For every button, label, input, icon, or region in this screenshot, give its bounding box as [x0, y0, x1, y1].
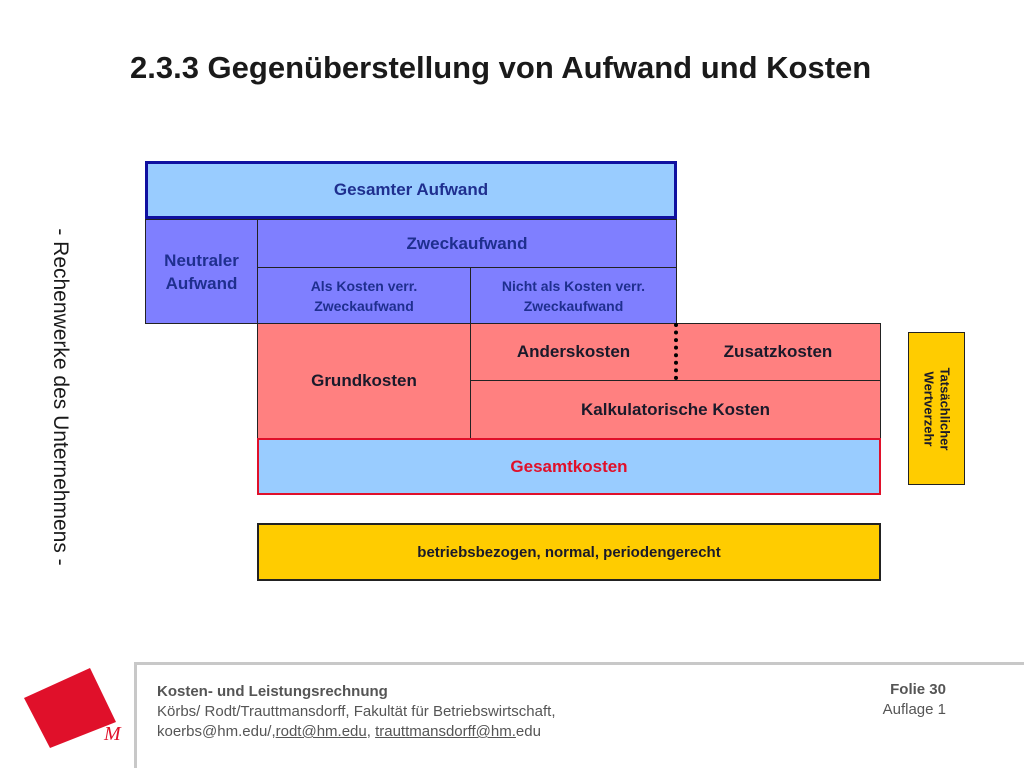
grundkosten-label: Grundkosten	[311, 371, 417, 390]
betriebsbezogen-box	[257, 523, 881, 581]
footer-info	[157, 682, 556, 742]
kalkulatorische-kosten-box	[470, 380, 881, 439]
slide-number: Folie 30	[890, 681, 946, 698]
anders-zusatz-divider	[674, 323, 678, 380]
footer-email-suffix: edu	[515, 723, 541, 740]
wertverzehr-box	[908, 332, 965, 485]
nicht-als-kosten-box	[470, 267, 677, 324]
hm-logo	[24, 668, 136, 748]
kalkulatorische-kosten-label: Kalkulatorische Kosten	[581, 399, 770, 419]
gesamtkosten-label: Gesamtkosten	[510, 456, 628, 476]
edition: Auflage 1	[882, 701, 946, 718]
als-kosten-label: Als Kosten verr. Zweckaufwand	[310, 277, 418, 314]
gesamtkosten-box	[257, 438, 881, 495]
nicht-als-kosten-label: Nicht als Kosten verr. Zweckaufwand	[501, 277, 646, 314]
zusatzkosten-label: Zusatzkosten	[723, 342, 833, 361]
hm-logo-icon	[24, 668, 136, 748]
footer-email-trauttmansdorff-link[interactable]: trauttmansdorff@hm.	[375, 723, 516, 740]
grundkosten-box	[257, 323, 471, 439]
neutraler-aufwand-label: Neutraler Aufwand	[164, 250, 239, 293]
footer-course: Kosten- und Leistungsrechnung	[157, 683, 388, 700]
anderskosten-label: Anderskosten	[516, 342, 631, 361]
als-kosten-box	[257, 267, 471, 324]
neutraler-aufwand-box	[145, 219, 258, 324]
footer-email-rodt-link[interactable]: rodt@hm.edu	[275, 723, 367, 740]
betriebsbezogen-label: betriebsbezogen, normal, periodengerecht	[417, 543, 721, 561]
footer-authors: Körbs/ Rodt/Trauttmansdorff, Fakultät für Betriebswirtschaft,	[157, 703, 556, 720]
wertverzehr-label: Tatsächlicher Wertverzehr	[921, 367, 953, 450]
footer-email-1: koerbs@hm.edu/,	[157, 723, 276, 740]
slide-title: 2.3.3 Gegenüberstellung von Aufwand und Kosten	[130, 50, 872, 85]
footer-email-separator: ,	[366, 723, 376, 740]
zweckaufwand-box	[257, 219, 677, 268]
footer-divider-horizontal	[134, 662, 1024, 665]
slide-number-block	[883, 680, 946, 720]
side-label: - Rechenwerke des Unternehmens -	[49, 228, 72, 566]
zweckaufwand-label: Zweckaufwand	[406, 233, 528, 253]
hm-logo-letter: M	[104, 723, 121, 745]
footer-emails	[157, 722, 556, 742]
gesamter-aufwand-label: Gesamter Aufwand	[333, 180, 489, 199]
gesamter-aufwand-box	[145, 161, 677, 219]
